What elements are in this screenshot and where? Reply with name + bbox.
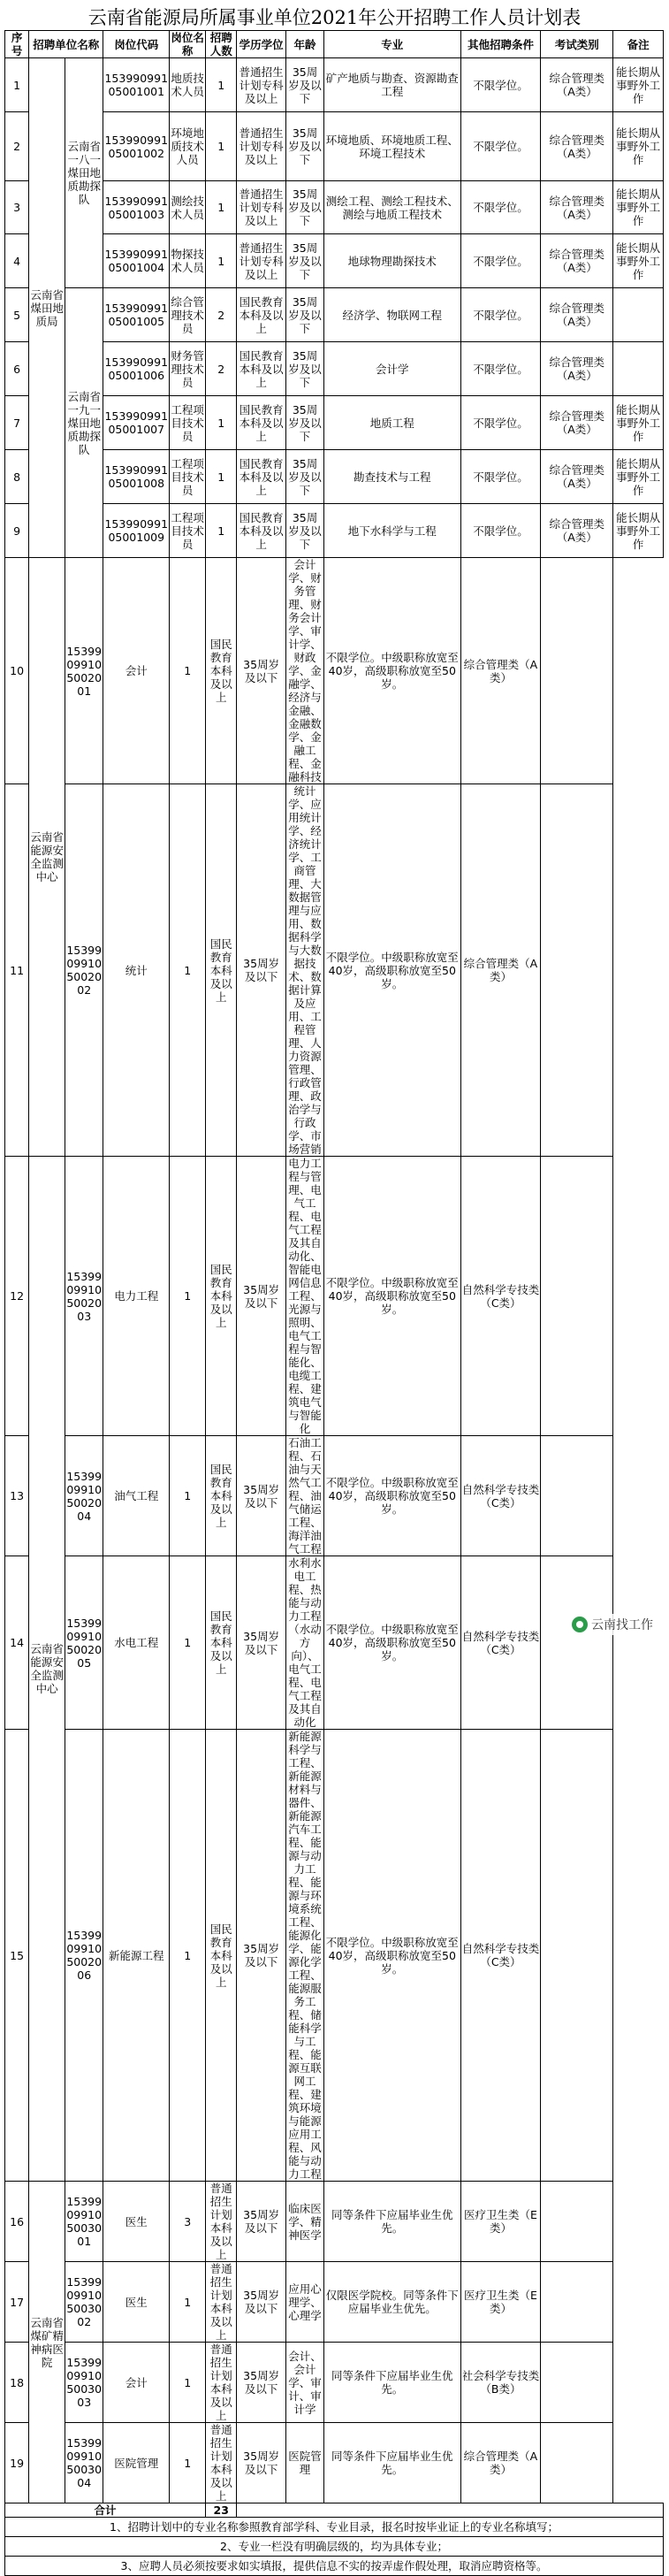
cell-remark: 能长期从事野外工作 <box>613 504 664 558</box>
cell-major: 应用心理学、心理学 <box>285 2262 323 2343</box>
cell-count: 1 <box>170 1157 206 1436</box>
cell-cond: 同等条件下应届毕业生优先。 <box>324 2182 460 2262</box>
cell-remark <box>541 1157 613 1436</box>
recruitment-plan-table <box>4 30 664 2576</box>
cell-edu: 国民教育本科及以上 <box>206 558 237 784</box>
cell-code: 15399099105001006 <box>103 342 170 396</box>
cell-exam: 综合管理类（A类） <box>541 288 613 342</box>
cell-code: 15399099105001005 <box>103 288 170 342</box>
cell-major: 水利水电工程、热能与动力工程（水动方向）、电气工程、电气工程及其自动化 <box>285 1556 323 1730</box>
cell-name: 油气工程 <box>103 1436 170 1556</box>
cell-major: 地球物理勘探技术 <box>324 234 460 288</box>
cell-major: 统计学、应用统计学、经济统计学、工商管理、大数据管理与应用、数据科学与大数据技术、数据计算及应用、工程管理、人力资源管理、行政管理、政治学与行政学、市场营销 <box>285 784 323 1157</box>
cell-name: 物探技术人员 <box>170 234 206 288</box>
cell-cond: 不限学位。中级职称放宽至40岁，高级职称放宽至50岁。 <box>324 784 460 1157</box>
cell-name: 医生 <box>103 2262 170 2343</box>
cell-cond: 不限学位。 <box>460 450 541 504</box>
cell-remark <box>613 288 664 342</box>
cell-cond: 不限学位。 <box>460 342 541 396</box>
cell-edu: 普通招生计划本科及以上 <box>206 2182 237 2262</box>
cell-name: 环境地质技术人员 <box>170 112 206 181</box>
cell-exam: 综合管理类（A类） <box>541 504 613 558</box>
cell-exam: 综合管理类（A类） <box>541 450 613 504</box>
row-number: 1 <box>5 58 29 112</box>
cell-age: 35周岁及以下 <box>237 784 286 1157</box>
cell-age: 35周岁及以下 <box>285 342 323 396</box>
cell-remark: 能长期从事野外工作 <box>613 181 664 234</box>
row-number: 8 <box>5 450 29 504</box>
table-row <box>5 2343 664 2423</box>
cell-edu: 国民教育本科及以上 <box>237 504 286 558</box>
watermark <box>568 1614 657 1635</box>
cell-age: 35周岁及以下 <box>285 234 323 288</box>
cell-exam: 综合管理类（A类） <box>541 181 613 234</box>
cell-major: 石油工程、石油与天然气工程、油气储运工程、海洋油气工程 <box>285 1436 323 1556</box>
cell-code: 15399099105003002 <box>65 2262 103 2343</box>
cell-remark <box>541 2343 613 2423</box>
cell-remark <box>541 1436 613 1556</box>
watermark-text: 云南找工作 <box>591 1618 653 1632</box>
total-label: 合计 <box>5 2503 206 2518</box>
table-row <box>5 1556 664 1730</box>
header-edu: 学历学位 <box>237 31 286 58</box>
header-row <box>5 31 664 58</box>
row-number: 4 <box>5 234 29 288</box>
table-row <box>5 2182 664 2262</box>
row-number: 3 <box>5 181 29 234</box>
wechat-logo-icon <box>572 1617 588 1632</box>
cell-cond: 不限学位。 <box>460 288 541 342</box>
cell-remark <box>613 342 664 396</box>
cell-code: 15399099105001001 <box>103 58 170 112</box>
cell-age: 35周岁及以下 <box>285 112 323 181</box>
cell-edu: 国民教育本科及以上 <box>237 288 286 342</box>
cell-code: 15399099105001007 <box>103 396 170 450</box>
header-unit: 招聘单位名称 <box>29 31 103 58</box>
cell-count: 1 <box>170 1556 206 1730</box>
table-row <box>5 288 664 342</box>
cell-age: 35周岁及以下 <box>285 58 323 112</box>
cell-cond: 不限学位。 <box>460 112 541 181</box>
cell-cond: 不限学位。 <box>460 504 541 558</box>
cell-edu: 普通招生计划本科及以上 <box>206 2423 237 2503</box>
cell-major: 会计、会计学、审计、审计学 <box>285 2343 323 2423</box>
note-1: 1、招聘计划中的专业名称参照教育部学科、专业目录，报名时按毕业证上的专业名称填写； <box>5 2518 664 2537</box>
cell-exam: 医疗卫生类（E类） <box>460 2262 541 2343</box>
cell-edu: 普通招生计划专科及以上 <box>237 234 286 288</box>
cell-exam: 综合管理类（A类） <box>460 2423 541 2503</box>
unit-name: 云南省煤矿精神病医院 <box>29 2182 65 2503</box>
cell-major: 环境地质、环境地质工程、环境工程技术 <box>324 112 460 181</box>
cell-remark: 能长期从事野外工作 <box>613 234 664 288</box>
cell-count: 1 <box>170 2343 206 2423</box>
total-blank <box>237 2503 664 2518</box>
cell-name: 财务管理技术员 <box>170 342 206 396</box>
cell-age: 35周岁及以下 <box>237 2423 286 2503</box>
cell-code: 15399099105003001 <box>65 2182 103 2262</box>
table-row <box>5 558 664 784</box>
cell-edu: 国民教育本科及以上 <box>206 1556 237 1730</box>
cell-code: 15399099105001003 <box>103 181 170 234</box>
cell-cond: 同等条件下应届毕业生优先。 <box>324 2423 460 2503</box>
row-number: 12 <box>5 1157 29 1436</box>
cell-age: 35周岁及以下 <box>237 2182 286 2262</box>
header-exam: 考试类别 <box>541 31 613 58</box>
cell-edu: 国民教育本科及以上 <box>237 450 286 504</box>
cell-code: 15399099105001002 <box>103 112 170 181</box>
cell-count: 1 <box>206 181 237 234</box>
cell-edu: 国民教育本科及以上 <box>237 342 286 396</box>
table-row <box>5 58 664 112</box>
cell-cond: 仅限医学院校。同等条件下应届毕业生优先。 <box>324 2262 460 2343</box>
cell-name: 统计 <box>103 784 170 1157</box>
cell-name: 医院管理 <box>103 2423 170 2503</box>
cell-code: 15399099105003003 <box>65 2343 103 2423</box>
cell-edu: 国民教育本科及以上 <box>206 784 237 1157</box>
cell-age: 35周岁及以下 <box>285 450 323 504</box>
row-number: 9 <box>5 504 29 558</box>
header-code: 岗位代码 <box>103 31 170 58</box>
cell-count: 1 <box>206 112 237 181</box>
cell-exam: 综合管理类（A类） <box>541 112 613 181</box>
row-number: 16 <box>5 2182 29 2262</box>
cell-remark <box>541 2182 613 2262</box>
row-number: 2 <box>5 112 29 181</box>
cell-major: 测绘工程、测绘工程技术、测绘与地质工程技术 <box>324 181 460 234</box>
cell-edu: 国民教育本科及以上 <box>206 1157 237 1436</box>
cell-edu: 普通招生计划专科及以上 <box>237 181 286 234</box>
cell-exam: 综合管理类（A类） <box>541 58 613 112</box>
table-row <box>5 1436 664 1556</box>
cell-remark: 能长期从事野外工作 <box>613 112 664 181</box>
cell-count: 1 <box>170 558 206 784</box>
unit-name: 云南省一八一煤田地质勘探队 <box>65 58 103 288</box>
row-number: 5 <box>5 288 29 342</box>
cell-cond: 不限学位。中级职称放宽至40岁，高级职称放宽至50岁。 <box>324 1436 460 1556</box>
unit-name: 云南省一九一煤田地质勘探队 <box>65 288 103 558</box>
cell-exam: 综合管理类（A类） <box>460 558 541 784</box>
cell-age: 35周岁及以下 <box>237 2262 286 2343</box>
cell-remark <box>541 784 613 1157</box>
cell-count: 2 <box>206 342 237 396</box>
cell-cond: 不限学位。中级职称放宽至40岁，高级职称放宽至50岁。 <box>324 558 460 784</box>
cell-edu: 普通招生计划本科及以上 <box>206 2343 237 2423</box>
table-row <box>5 112 664 181</box>
total-row <box>5 2503 664 2518</box>
table-row <box>5 1730 664 2182</box>
cell-count: 1 <box>206 234 237 288</box>
unit-name: 云南省能源安全监测中心 <box>29 558 65 1157</box>
cell-count: 1 <box>206 504 237 558</box>
cell-edu: 普通招生计划专科及以上 <box>237 112 286 181</box>
note-row <box>5 2557 664 2576</box>
cell-exam: 综合管理类（A类） <box>541 234 613 288</box>
cell-code: 15399099105002003 <box>65 1157 103 1436</box>
page-title: 云南省能源局所属事业单位2021年公开招聘工作人员计划表 <box>87 7 582 28</box>
total-count: 23 <box>206 2503 237 2518</box>
cell-cond: 同等条件下应届毕业生优先。 <box>324 2343 460 2423</box>
cell-major: 会计学 <box>324 342 460 396</box>
row-number: 19 <box>5 2423 29 2503</box>
cell-cond: 不限学位。 <box>460 396 541 450</box>
cell-count: 1 <box>170 2423 206 2503</box>
table-row <box>5 504 664 558</box>
note-2: 2、专业一栏没有明确层级的，均为具体专业； <box>5 2537 664 2557</box>
cell-exam: 自然科学专技类（C类） <box>460 1730 541 2182</box>
cell-exam: 社会科学专技类（B类） <box>460 2343 541 2423</box>
cell-exam: 自然科学专技类（C类） <box>460 1556 541 1730</box>
table-row <box>5 1157 664 1436</box>
cell-name: 水电工程 <box>103 1556 170 1730</box>
cell-age: 35周岁及以下 <box>237 1556 286 1730</box>
cell-major: 地质工程 <box>324 396 460 450</box>
cell-cond: 不限学位。中级职称放宽至40岁，高级职称放宽至50岁。 <box>324 1556 460 1730</box>
cell-remark: 能长期从事野外工作 <box>613 450 664 504</box>
cell-name: 地质技术人员 <box>170 58 206 112</box>
cell-name: 工程项目技术员 <box>170 504 206 558</box>
cell-age: 35周岁及以下 <box>285 504 323 558</box>
cell-name: 医生 <box>103 2182 170 2262</box>
row-number: 18 <box>5 2343 29 2423</box>
cell-code: 15399099105002004 <box>65 1436 103 1556</box>
cell-count: 1 <box>170 2262 206 2343</box>
cell-major: 矿产地质与勘查、资源勘查工程 <box>324 58 460 112</box>
cell-age: 35周岁及以下 <box>237 1436 286 1556</box>
cell-exam: 综合管理类（A类） <box>460 784 541 1157</box>
cell-major: 经济学、物联网工程 <box>324 288 460 342</box>
cell-remark <box>541 558 613 784</box>
cell-age: 35周岁及以下 <box>237 1730 286 2182</box>
note-3: 3、应聘人员必须按要求如实填报，提供信息不实的按弄虚作假处理，取消应聘资格等。 <box>5 2557 664 2576</box>
header-cond: 其他招聘条件 <box>460 31 541 58</box>
cell-edu: 国民教育本科及以上 <box>206 1436 237 1556</box>
cell-exam: 综合管理类（A类） <box>541 396 613 450</box>
cell-code: 15399099105001004 <box>103 234 170 288</box>
cell-code: 15399099105002001 <box>65 558 103 784</box>
cell-cond: 不限学位。 <box>460 58 541 112</box>
cell-exam: 医疗卫生类（E类） <box>460 2182 541 2262</box>
cell-remark: 能长期从事野外工作 <box>613 396 664 450</box>
cell-name: 会计 <box>103 2343 170 2423</box>
cell-code: 15399099105002006 <box>65 1730 103 2182</box>
cell-code: 15399099105002005 <box>65 1556 103 1730</box>
cell-major: 勘查技术与工程 <box>324 450 460 504</box>
cell-major: 临床医学、精神医学 <box>285 2182 323 2262</box>
cell-remark <box>541 2423 613 2503</box>
cell-age: 35周岁及以下 <box>237 558 286 784</box>
row-number: 13 <box>5 1436 29 1556</box>
cell-age: 35周岁及以下 <box>285 288 323 342</box>
cell-name: 会计 <box>103 558 170 784</box>
table-row <box>5 2262 664 2343</box>
row-number: 14 <box>5 1556 29 1730</box>
table-row <box>5 181 664 234</box>
cell-code: 15399099105003004 <box>65 2423 103 2503</box>
cell-count: 1 <box>170 1730 206 2182</box>
cell-edu: 普通招生计划本科及以上 <box>206 2262 237 2343</box>
row-number: 7 <box>5 396 29 450</box>
cell-count: 1 <box>206 58 237 112</box>
cell-name: 工程项目技术员 <box>170 450 206 504</box>
cell-remark: 能长期从事野外工作 <box>613 58 664 112</box>
row-number: 6 <box>5 342 29 396</box>
cell-major: 地下水科学与工程 <box>324 504 460 558</box>
cell-major: 新能源科学与工程、新能源材料与器件、新能源汽车工程、能源与动力工程、能源与环境系统工程、能源化学、能源化学工程、能源服务工程、储能科学与工程、能源互联网工程、建筑环境与能源应用工程、风能与动力工程 <box>285 1730 323 2182</box>
row-number: 11 <box>5 784 29 1157</box>
cell-exam: 自然科学专技类（C类） <box>460 1157 541 1436</box>
cell-age: 35周岁及以下 <box>285 181 323 234</box>
cell-remark <box>541 1730 613 2182</box>
cell-edu: 国民教育本科及以上 <box>237 396 286 450</box>
cell-count: 1 <box>170 1436 206 1556</box>
table-row <box>5 450 664 504</box>
cell-exam: 自然科学专技类（C类） <box>460 1436 541 1556</box>
cell-edu: 普通招生计划专科及以上 <box>237 58 286 112</box>
cell-major: 医院管理 <box>285 2423 323 2503</box>
cell-code: 15399099105001008 <box>103 450 170 504</box>
row-number: 17 <box>5 2262 29 2343</box>
cell-edu: 国民教育本科及以上 <box>206 1730 237 2182</box>
cell-remark <box>541 1556 613 1730</box>
cell-name: 新能源工程 <box>103 1730 170 2182</box>
unit-name: 云南省煤田地质局 <box>29 58 65 558</box>
header-remark: 备注 <box>613 31 664 58</box>
table-row <box>5 2423 664 2503</box>
header-count: 招聘人数 <box>206 31 237 58</box>
table-row <box>5 342 664 396</box>
cell-count: 3 <box>170 2182 206 2262</box>
cell-count: 1 <box>206 396 237 450</box>
cell-remark <box>541 2262 613 2343</box>
table-row <box>5 784 664 1157</box>
header-age: 年龄 <box>285 31 323 58</box>
cell-age: 35周岁及以下 <box>237 1157 286 1436</box>
note-row <box>5 2518 664 2537</box>
cell-name: 工程项目技术员 <box>170 396 206 450</box>
header-name: 岗位名称 <box>171 31 204 57</box>
note-row <box>5 2537 664 2557</box>
cell-age: 35周岁及以下 <box>285 396 323 450</box>
cell-name: 综合管理技术员 <box>170 288 206 342</box>
cell-name: 测绘技术人员 <box>170 181 206 234</box>
cell-cond: 不限学位。中级职称放宽至40岁，高级职称放宽至50岁。 <box>324 1730 460 2182</box>
cell-age: 35周岁及以下 <box>237 2343 286 2423</box>
cell-count: 1 <box>206 450 237 504</box>
cell-cond: 不限学位。中级职称放宽至40岁，高级职称放宽至50岁。 <box>324 1157 460 1436</box>
header-no: 序号 <box>5 31 29 58</box>
table-row <box>5 234 664 288</box>
cell-count: 2 <box>206 288 237 342</box>
cell-count: 1 <box>170 784 206 1157</box>
cell-code: 15399099105001009 <box>103 504 170 558</box>
row-number: 10 <box>5 558 29 784</box>
cell-cond: 不限学位。 <box>460 181 541 234</box>
cell-major: 会计学、财务管理、财务会计学、审计学、财政学、金融学、经济与金融、金融数学、金融工程、金融科技 <box>285 558 323 784</box>
cell-name: 电力工程 <box>103 1157 170 1436</box>
cell-major: 电力工程与管理、电气工程、电气工程及其自动化、智能电网信息工程、光源与照明、电气工程与智能化、电缆工程、建筑电气与智能化 <box>285 1157 323 1436</box>
cell-code: 15399099105002002 <box>65 784 103 1157</box>
header-major: 专业 <box>324 31 460 58</box>
table-row <box>5 396 664 450</box>
cell-exam: 综合管理类（A类） <box>541 342 613 396</box>
cell-cond: 不限学位。 <box>460 234 541 288</box>
unit-name: 云南省能源安全监测中心 <box>29 1157 65 2182</box>
row-number: 15 <box>5 1730 29 2182</box>
